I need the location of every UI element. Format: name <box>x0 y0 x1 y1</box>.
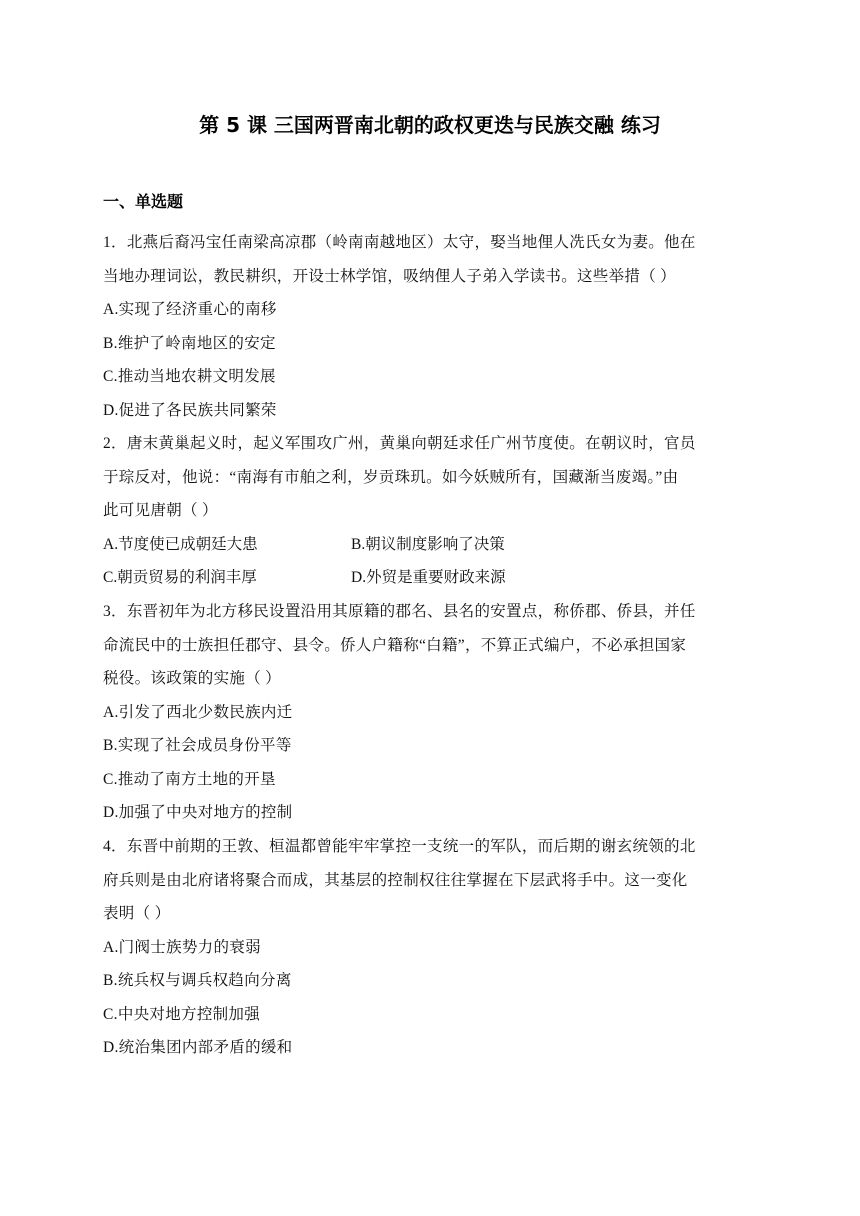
option-c: C.推动当地农耕文明发展 <box>103 368 276 385</box>
stem-line: 此可见唐朝（ ） <box>103 502 218 519</box>
option-c: C.朝贡贸易的利润丰厚 <box>103 569 257 586</box>
page-title: 第 5 课 三国两晋南北朝的政权更迭与民族交融 练习 <box>199 113 661 137</box>
stem-line: 3．东晋初年为北方移民设置沿用其原籍的郡名、县名的安置点，称侨郡、侨县，并任 <box>103 603 696 620</box>
stem-line: 命流民中的士族担任郡守、县令。侨人户籍称“白籍”，不算正式编户，不必承担国家 <box>103 636 687 654</box>
option-d: D.外贸是重要财政来源 <box>351 569 506 586</box>
option-b: B.朝议制度影响了决策 <box>351 535 505 553</box>
option-a: A.实现了经济重心的南移 <box>103 301 277 318</box>
question-2 <box>103 427 758 595</box>
option-d: D.加强了中央对地方的控制 <box>103 804 293 821</box>
stem-line: 表明（ ） <box>103 905 171 922</box>
option-c: C.推动了南方土地的开垦 <box>103 770 276 788</box>
stem-line: 于琮反对，他说：“南海有市舶之利，岁贡珠玑。如今妖贼所有，国藏渐当废竭。”由 <box>103 468 679 486</box>
option-a: A.引发了西北少数民族内迁 <box>103 703 293 721</box>
question-stem <box>103 595 758 696</box>
question-4 <box>103 830 758 1065</box>
option-b: B.实现了社会成员身份平等 <box>103 737 292 754</box>
option-b: B.维护了岭南地区的安定 <box>103 334 276 352</box>
question-stem <box>103 830 758 931</box>
stem-line: 4．东晋中前期的王敦、桓温都曾能牢牢掌控一支统一的军队，而后期的谢玄统领的北 <box>103 838 696 855</box>
question-stem <box>103 226 758 293</box>
option-b: B.统兵权与调兵权趋向分离 <box>103 972 292 989</box>
question-1 <box>103 226 758 427</box>
option-row <box>103 561 758 595</box>
stem-line: 当地办理词讼，教民耕织，开设士林学馆，吸纳俚人子弟入学读书。这些举措（ ） <box>103 267 676 285</box>
option-a: A.节度使已成朝廷大患 <box>103 535 258 553</box>
section-heading: 一、单选题 <box>103 192 184 211</box>
stem-line: 1．北燕后裔冯宝任南梁高凉郡（岭南南越地区）太守，娶当地俚人冼氏女为妻。他在 <box>103 234 696 251</box>
question-stem <box>103 427 758 528</box>
stem-line: 府兵则是由北府诸将聚合而成，其基层的控制权往往掌握在下层武将手中。这一变化 <box>103 871 688 889</box>
stem-line: 2．唐末黄巢起义时，起义军围攻广州，黄巢向朝廷求任广州节度使。在朝议时，官员 <box>103 435 696 452</box>
option-c: C.中央对地方控制加强 <box>103 1005 261 1023</box>
question-3 <box>103 595 758 830</box>
option-row <box>103 528 758 562</box>
option-d: D.统治集团内部矛盾的缓和 <box>103 1039 293 1056</box>
stem-line: 税役。该政策的实施（ ） <box>103 670 281 687</box>
option-a: A.门阀士族势力的衰弱 <box>103 938 261 956</box>
option-d: D.促进了各民族共同繁荣 <box>103 401 277 419</box>
